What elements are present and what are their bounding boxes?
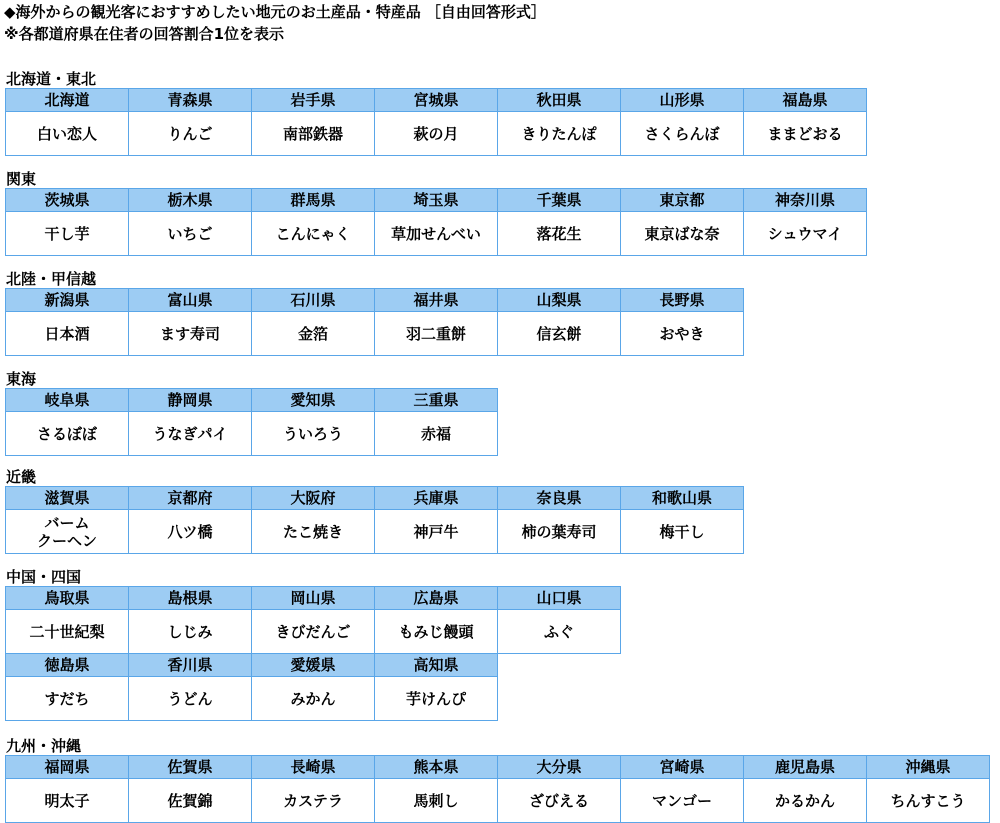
product-cell: 日本酒: [6, 312, 129, 356]
prefecture-cell: 宮城県: [375, 89, 498, 112]
product-line: バーム: [44, 513, 90, 532]
region-table-hokkaido-tohoku: [5, 88, 867, 156]
prefecture-cell: 宮崎県: [621, 756, 744, 779]
product-cell: 信玄餅: [498, 312, 621, 356]
prefecture-cell: 福岡県: [6, 756, 129, 779]
prefecture-cell: 鳥取県: [6, 587, 129, 610]
product-cell: すだち: [6, 677, 129, 721]
product-cell: たこ焼き: [252, 510, 375, 554]
product-cell: ます寿司: [129, 312, 252, 356]
prefecture-cell: 三重県: [375, 389, 498, 412]
product-cell: うどん: [129, 677, 252, 721]
product-cell: 明太子: [6, 779, 129, 823]
region-label-kinki: 近畿: [6, 468, 37, 486]
product-cell: 東京ばな奈: [621, 212, 744, 256]
prefecture-cell: 京都府: [129, 487, 252, 510]
region-label-kyushu-okinawa: 九州・沖縄: [6, 737, 82, 755]
product-cell: さくらんぼ: [621, 112, 744, 156]
prefecture-cell: 群馬県: [252, 189, 375, 212]
prefecture-cell: 長野県: [621, 289, 744, 312]
prefecture-cell: 和歌山県: [621, 487, 744, 510]
product-cell: 落花生: [498, 212, 621, 256]
product-cell: もみじ饅頭: [375, 610, 498, 654]
prefecture-cell: 新潟県: [6, 289, 129, 312]
product-cell: しじみ: [129, 610, 252, 654]
product-cell: 芋けんぴ: [375, 677, 498, 721]
prefecture-cell: 静岡県: [129, 389, 252, 412]
prefecture-cell: 愛知県: [252, 389, 375, 412]
region-label-chugoku-shikoku: 中国・四国: [6, 568, 82, 586]
prefecture-cell: 栃木県: [129, 189, 252, 212]
prefecture-cell: 福井県: [375, 289, 498, 312]
prefecture-cell: 千葉県: [498, 189, 621, 212]
product-cell: 干し芋: [6, 212, 129, 256]
prefecture-cell: 佐賀県: [129, 756, 252, 779]
product-cell: 萩の月: [375, 112, 498, 156]
product-cell: 白い恋人: [6, 112, 129, 156]
prefecture-cell: 岡山県: [252, 587, 375, 610]
product-cell: きびだんご: [252, 610, 375, 654]
product-cell: 馬刺し: [375, 779, 498, 823]
prefecture-cell: 愛媛県: [252, 654, 375, 677]
region-table-hokuriku-koshinetsu: [5, 288, 744, 356]
product-cell: ういろう: [252, 412, 375, 456]
prefecture-cell: 茨城県: [6, 189, 129, 212]
product-cell: 梅干し: [621, 510, 744, 554]
product-cell: りんご: [129, 112, 252, 156]
prefecture-cell: 石川県: [252, 289, 375, 312]
product-cell: みかん: [252, 677, 375, 721]
prefecture-cell: 富山県: [129, 289, 252, 312]
prefecture-cell: 島根県: [129, 587, 252, 610]
product-line: クーヘン: [36, 531, 97, 550]
product-cell: いちご: [129, 212, 252, 256]
prefecture-cell: 秋田県: [498, 89, 621, 112]
product-cell: 柿の葉寿司: [498, 510, 621, 554]
prefecture-cell: 高知県: [375, 654, 498, 677]
product-cell: うなぎパイ: [129, 412, 252, 456]
prefecture-cell: 青森県: [129, 89, 252, 112]
region-label-kanto: 関東: [6, 170, 37, 188]
product-cell: ままどおる: [744, 112, 867, 156]
region-label-hokkaido-tohoku: 北海道・東北: [6, 70, 97, 88]
page-subtitle: ※各都道府県在住者の回答割合1位を表示: [4, 25, 285, 43]
product-cell: 佐賀錦: [129, 779, 252, 823]
prefecture-cell: 長崎県: [252, 756, 375, 779]
prefecture-cell: 山口県: [498, 587, 621, 610]
region-label-hokuriku-koshinetsu: 北陸・甲信越: [6, 270, 97, 288]
prefecture-cell: 広島県: [375, 587, 498, 610]
prefecture-cell: 山梨県: [498, 289, 621, 312]
prefecture-cell: 岩手県: [252, 89, 375, 112]
region-label-tokai: 東海: [6, 370, 37, 388]
prefecture-cell: 香川県: [129, 654, 252, 677]
prefecture-cell: 北海道: [6, 89, 129, 112]
prefecture-cell: 大阪府: [252, 487, 375, 510]
prefecture-cell: 大分県: [498, 756, 621, 779]
product-cell: ちんすこう: [867, 779, 990, 823]
prefecture-cell: 山形県: [621, 89, 744, 112]
product-cell: 二十世紀梨: [6, 610, 129, 654]
page-title: ◆海外からの観光客におすすめしたい地元のお土産品・特産品 ［自由回答形式］: [4, 3, 546, 21]
prefecture-cell: 沖縄県: [867, 756, 990, 779]
product-cell: 八ツ橋: [129, 510, 252, 554]
region-table-chugoku: [5, 586, 621, 654]
prefecture-cell: 福島県: [744, 89, 867, 112]
product-cell: ふぐ: [498, 610, 621, 654]
region-table-kinki: [5, 486, 744, 554]
prefecture-cell: 滋賀県: [6, 487, 129, 510]
product-cell: マンゴー: [621, 779, 744, 823]
prefecture-cell: 奈良県: [498, 487, 621, 510]
region-table-tokai: [5, 388, 498, 456]
product-cell: おやき: [621, 312, 744, 356]
region-table-shikoku: [5, 653, 498, 721]
prefecture-cell: 岐阜県: [6, 389, 129, 412]
prefecture-cell: 鹿児島県: [744, 756, 867, 779]
product-cell: さるぼぼ: [6, 412, 129, 456]
product-cell: かるかん: [744, 779, 867, 823]
product-cell: カステラ: [252, 779, 375, 823]
prefecture-cell: 熊本県: [375, 756, 498, 779]
product-cell: 金箔: [252, 312, 375, 356]
product-cell: きりたんぽ: [498, 112, 621, 156]
prefecture-cell: 神奈川県: [744, 189, 867, 212]
product-cell: 赤福: [375, 412, 498, 456]
region-table-kanto: [5, 188, 867, 256]
prefecture-cell: 兵庫県: [375, 487, 498, 510]
region-table-kyushu-okinawa: [5, 755, 990, 823]
product-cell: [6, 510, 129, 554]
product-cell: 羽二重餅: [375, 312, 498, 356]
product-cell: ざびえる: [498, 779, 621, 823]
prefecture-cell: 埼玉県: [375, 189, 498, 212]
product-cell: シュウマイ: [744, 212, 867, 256]
prefecture-cell: 東京都: [621, 189, 744, 212]
product-cell: 草加せんべい: [375, 212, 498, 256]
product-cell: 南部鉄器: [252, 112, 375, 156]
product-cell: こんにゃく: [252, 212, 375, 256]
prefecture-cell: 徳島県: [6, 654, 129, 677]
product-cell: 神戸牛: [375, 510, 498, 554]
